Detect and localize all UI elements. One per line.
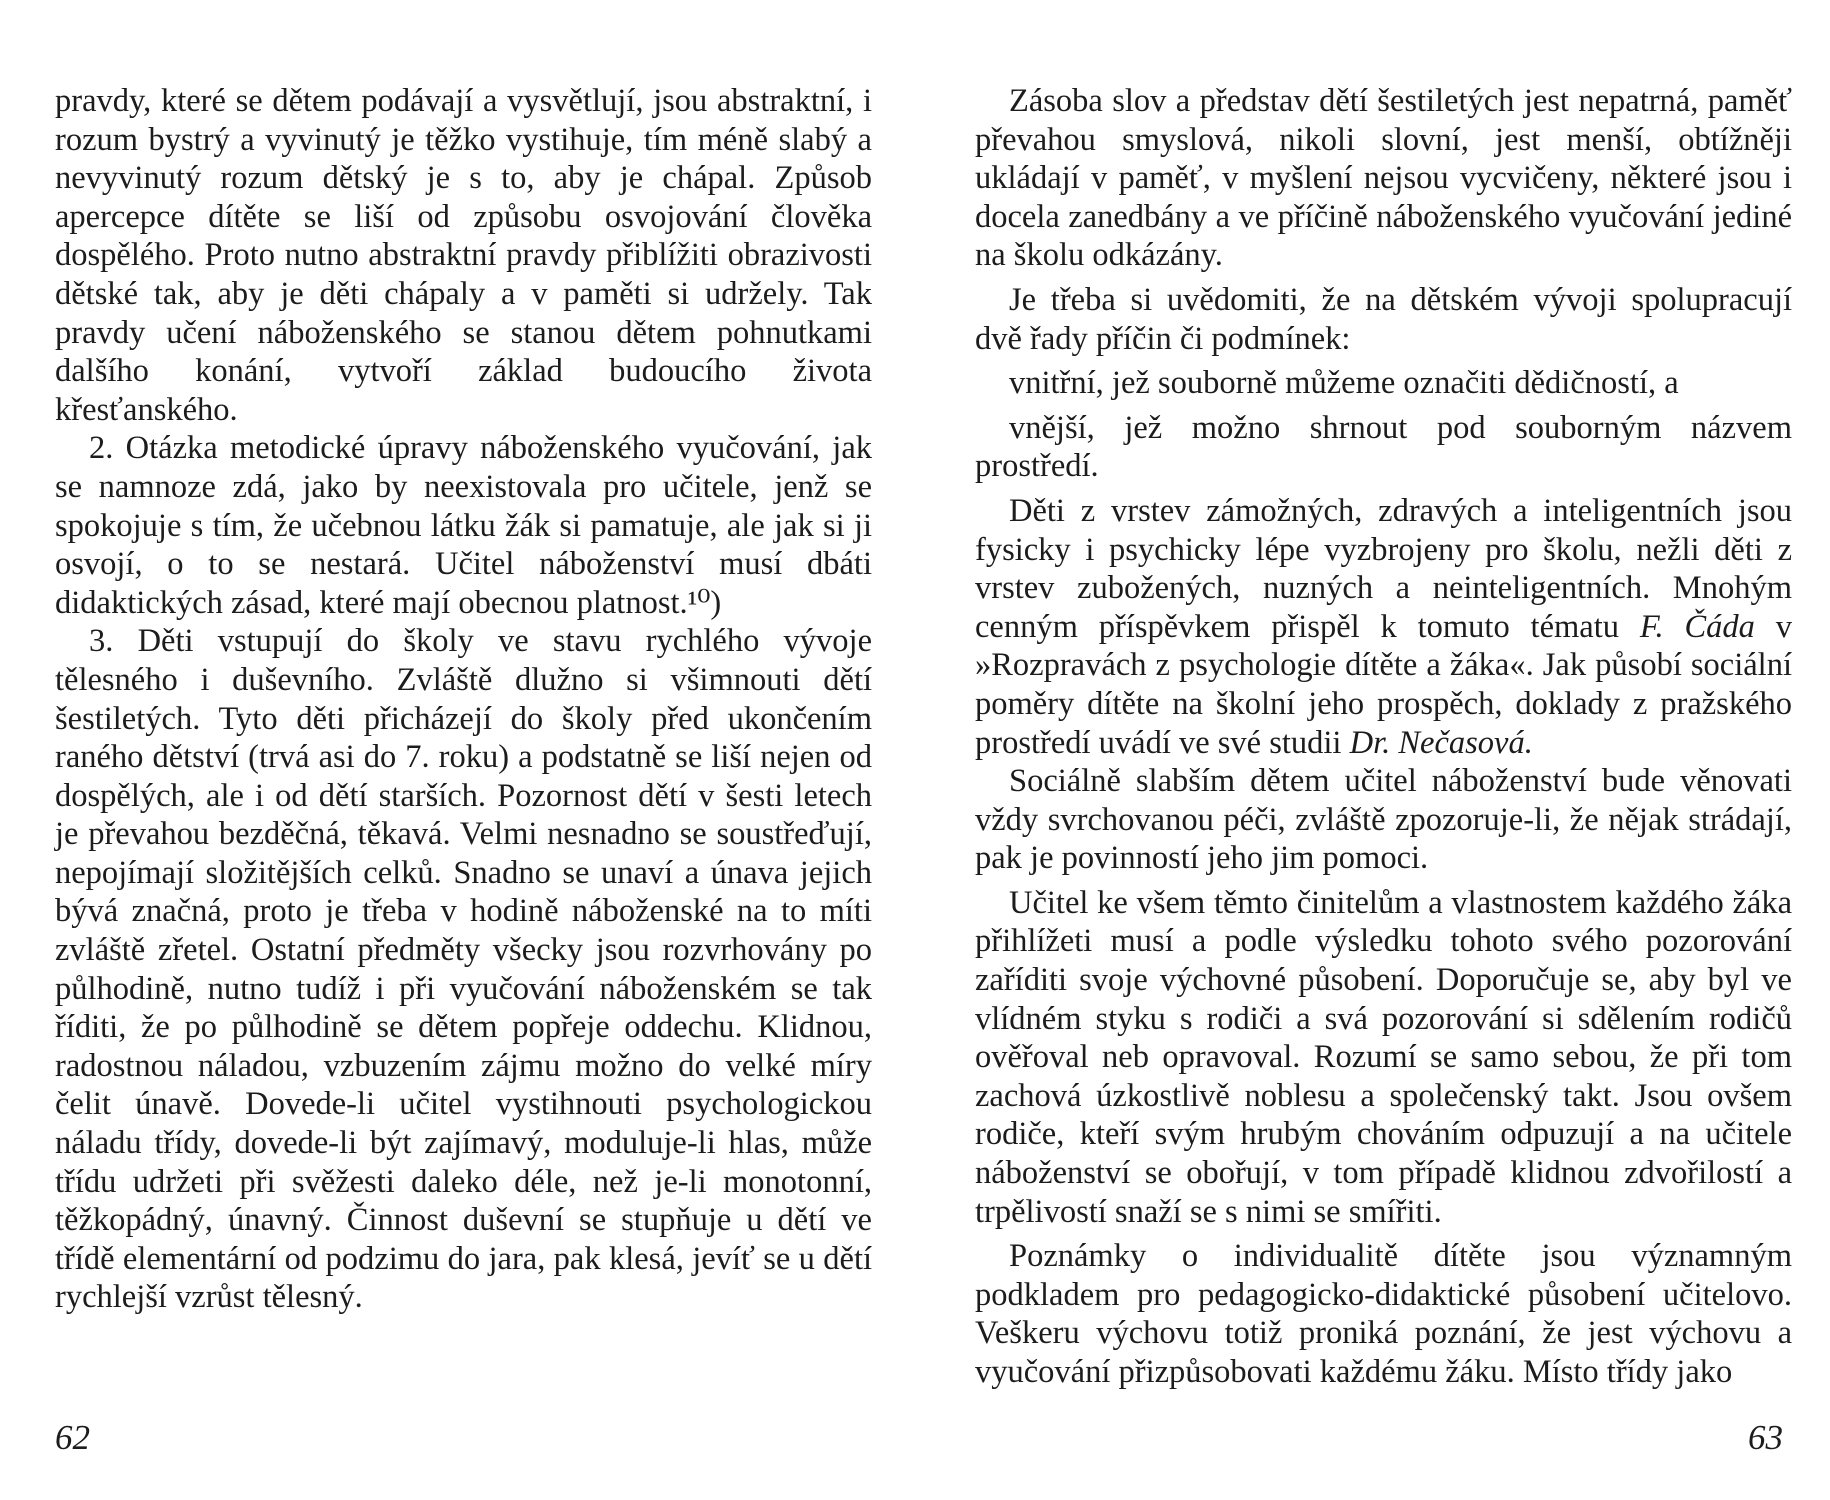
- right-page-text: [975, 82, 1792, 1392]
- paragraph: Zásoba slov a představ dětí šestiletých jest nepatrná, paměť převahou smyslová, nikoli slovní, jest menší, obtížněji ukládají v paměť, v myšlení nejsou vycvičeny, některé jsou i docela zanedbány a ve příčině náboženského vyučování jediné na školu odkázány.: [975, 83, 1792, 274]
- text-run: Děti z vrstev zámožných, zdravých a inteligentních jsou fysicky i psychicky lépe vyzbrojeny pro školu, nežli děti z vrstev zubožených, nuzných a neinteligentních. Mnohým cenným příspěvkem přispěl k tomuto tématu: [975, 492, 1792, 645]
- page-number-left: 62: [55, 1418, 90, 1457]
- left-page-text: [55, 82, 872, 1317]
- author-name: Dr. Nečasová.: [1349, 724, 1533, 761]
- paragraph: Poznámky o individualitě dítěte jsou významným podkladem pro pedagogicko-didaktické působení učitelovo. Veškeru výchovu totiž proniká poznání, že jest výchovu a vyučování přizpůsobovati každému žáku. Místo třídy jako: [975, 1238, 1792, 1390]
- paragraph: 3. Děti vstupují do školy ve stavu rychlého vývoje tělesného i duševního. Zvláště dlužno si všimnouti dětí šestiletých. Tyto děti přicházejí do školy před ukončením raného dětství (trvá asi do 7. roku) a podstatně se liší nejen od dospělých, ale i od dětí starších. Pozornost dětí v šesti letech je převahou bezděčná, těkavá. Velmi nesnadno se soustřeďují, nepojímají složitějších celků. Snadno se unaví a únava jejich bývá značná, proto je třeba v hodině náboženské na to míti zvláště zřetel. Ostatní předměty všecky jsou rozvrhovány po půlhodině, nutno tudíž i při vyučování náboženském se tak říditi, že po půlhodině se dětem popřeje oddechu. Klidnou, radostnou náladou, vzbuzením zájmu možno do velké míry čelit únavě. Dovede-li učitel vystihnouti psychologickou náladu třídy, dovede-li být zajímavý, moduluje-li hlas, může třídu udržeti při svěžesti daleko déle, než je-li monotonní, těžkopádný, únavný. Činnost duševní se stupňuje u dětí ve třídě elementární od podzimu do jara, pak klesá, jevíť se u dětí rychlejší vzrůst tělesný.: [55, 623, 872, 1316]
- paragraph: Sociálně slabším dětem učitel náboženství bude věnovati vždy svrchovanou péči, zvláště zpozoruje-li, že nějak strádají, pak je povinností jeho jim pomoci.: [975, 763, 1792, 877]
- author-name: F. Čáda: [1639, 608, 1755, 645]
- page-number-right: 63: [1748, 1418, 1783, 1457]
- paragraph: Je třeba si uvědomiti, že na dětském vývoji spolupracují dvě řady příčin či podmínek:: [975, 281, 1792, 357]
- paragraph: vnější, jež možno shrnout pod souborným názvem prostředí.: [975, 409, 1792, 485]
- text-run: v »Rozpravách z psychologie dítěte a žáka«. Jak působí sociální poměry dítěte na školní jeho prospěch, doklady z pražského prostředí uvádí ve své studii: [975, 608, 1793, 761]
- paragraph: [975, 492, 1792, 762]
- paragraph: vnitřní, jež souborně můžeme označiti dědičností, a: [1009, 365, 1679, 402]
- paragraph: Učitel ke všem těmto činitelům a vlastnostem každého žáka přihlížeti musí a podle výsledku tohoto svého pozorování zaříditi svoje výchovné působení. Doporučuje se, aby byl ve vlídném styku s rodiči a svá pozorování si sdělením rodičů ověřoval neb opravoval. Rozumí se samo sebou, že při tom zachová úzkostlivě noblesu a společenský takt. Jsou ovšem rodiče, kteří svým hrubým chováním odpuzují a na učitele náboženství se obořují, v tom případě klidnou zdvořilostí a trpělivostí snaží se s nimi se smířiti.: [975, 884, 1792, 1230]
- paragraph: pravdy, které se dětem podávají a vysvětlují, jsou abstraktní, i rozum bystrý a vyvinutý je těžko vystihuje, tím méně slabý a nevyvinutý rozum dětský je s to, aby je chápal. Způsob apercepce dítěte se liší od způsobu osvojování člověka dospělého. Proto nutno abstraktní pravdy přiblížiti obrazivosti dětské tak, aby je děti chápaly a v paměti si udržely. Tak pravdy učení náboženského se stanou dětem pohnutkami dalšího konání, vytvoří základ budoucího života křesťanského.: [55, 83, 872, 428]
- paragraph: 2. Otázka metodické úpravy náboženského vyučování, jak se namnoze zdá, jako by neexistovala pro učitele, jenž se spokojuje s tím, že učebnou látku žák si pamatuje, ale jak si ji osvojí, o to se nestará. Učitel náboženství musí dbáti didaktických zásad, které mají obecnou platnost.¹⁰): [55, 430, 872, 621]
